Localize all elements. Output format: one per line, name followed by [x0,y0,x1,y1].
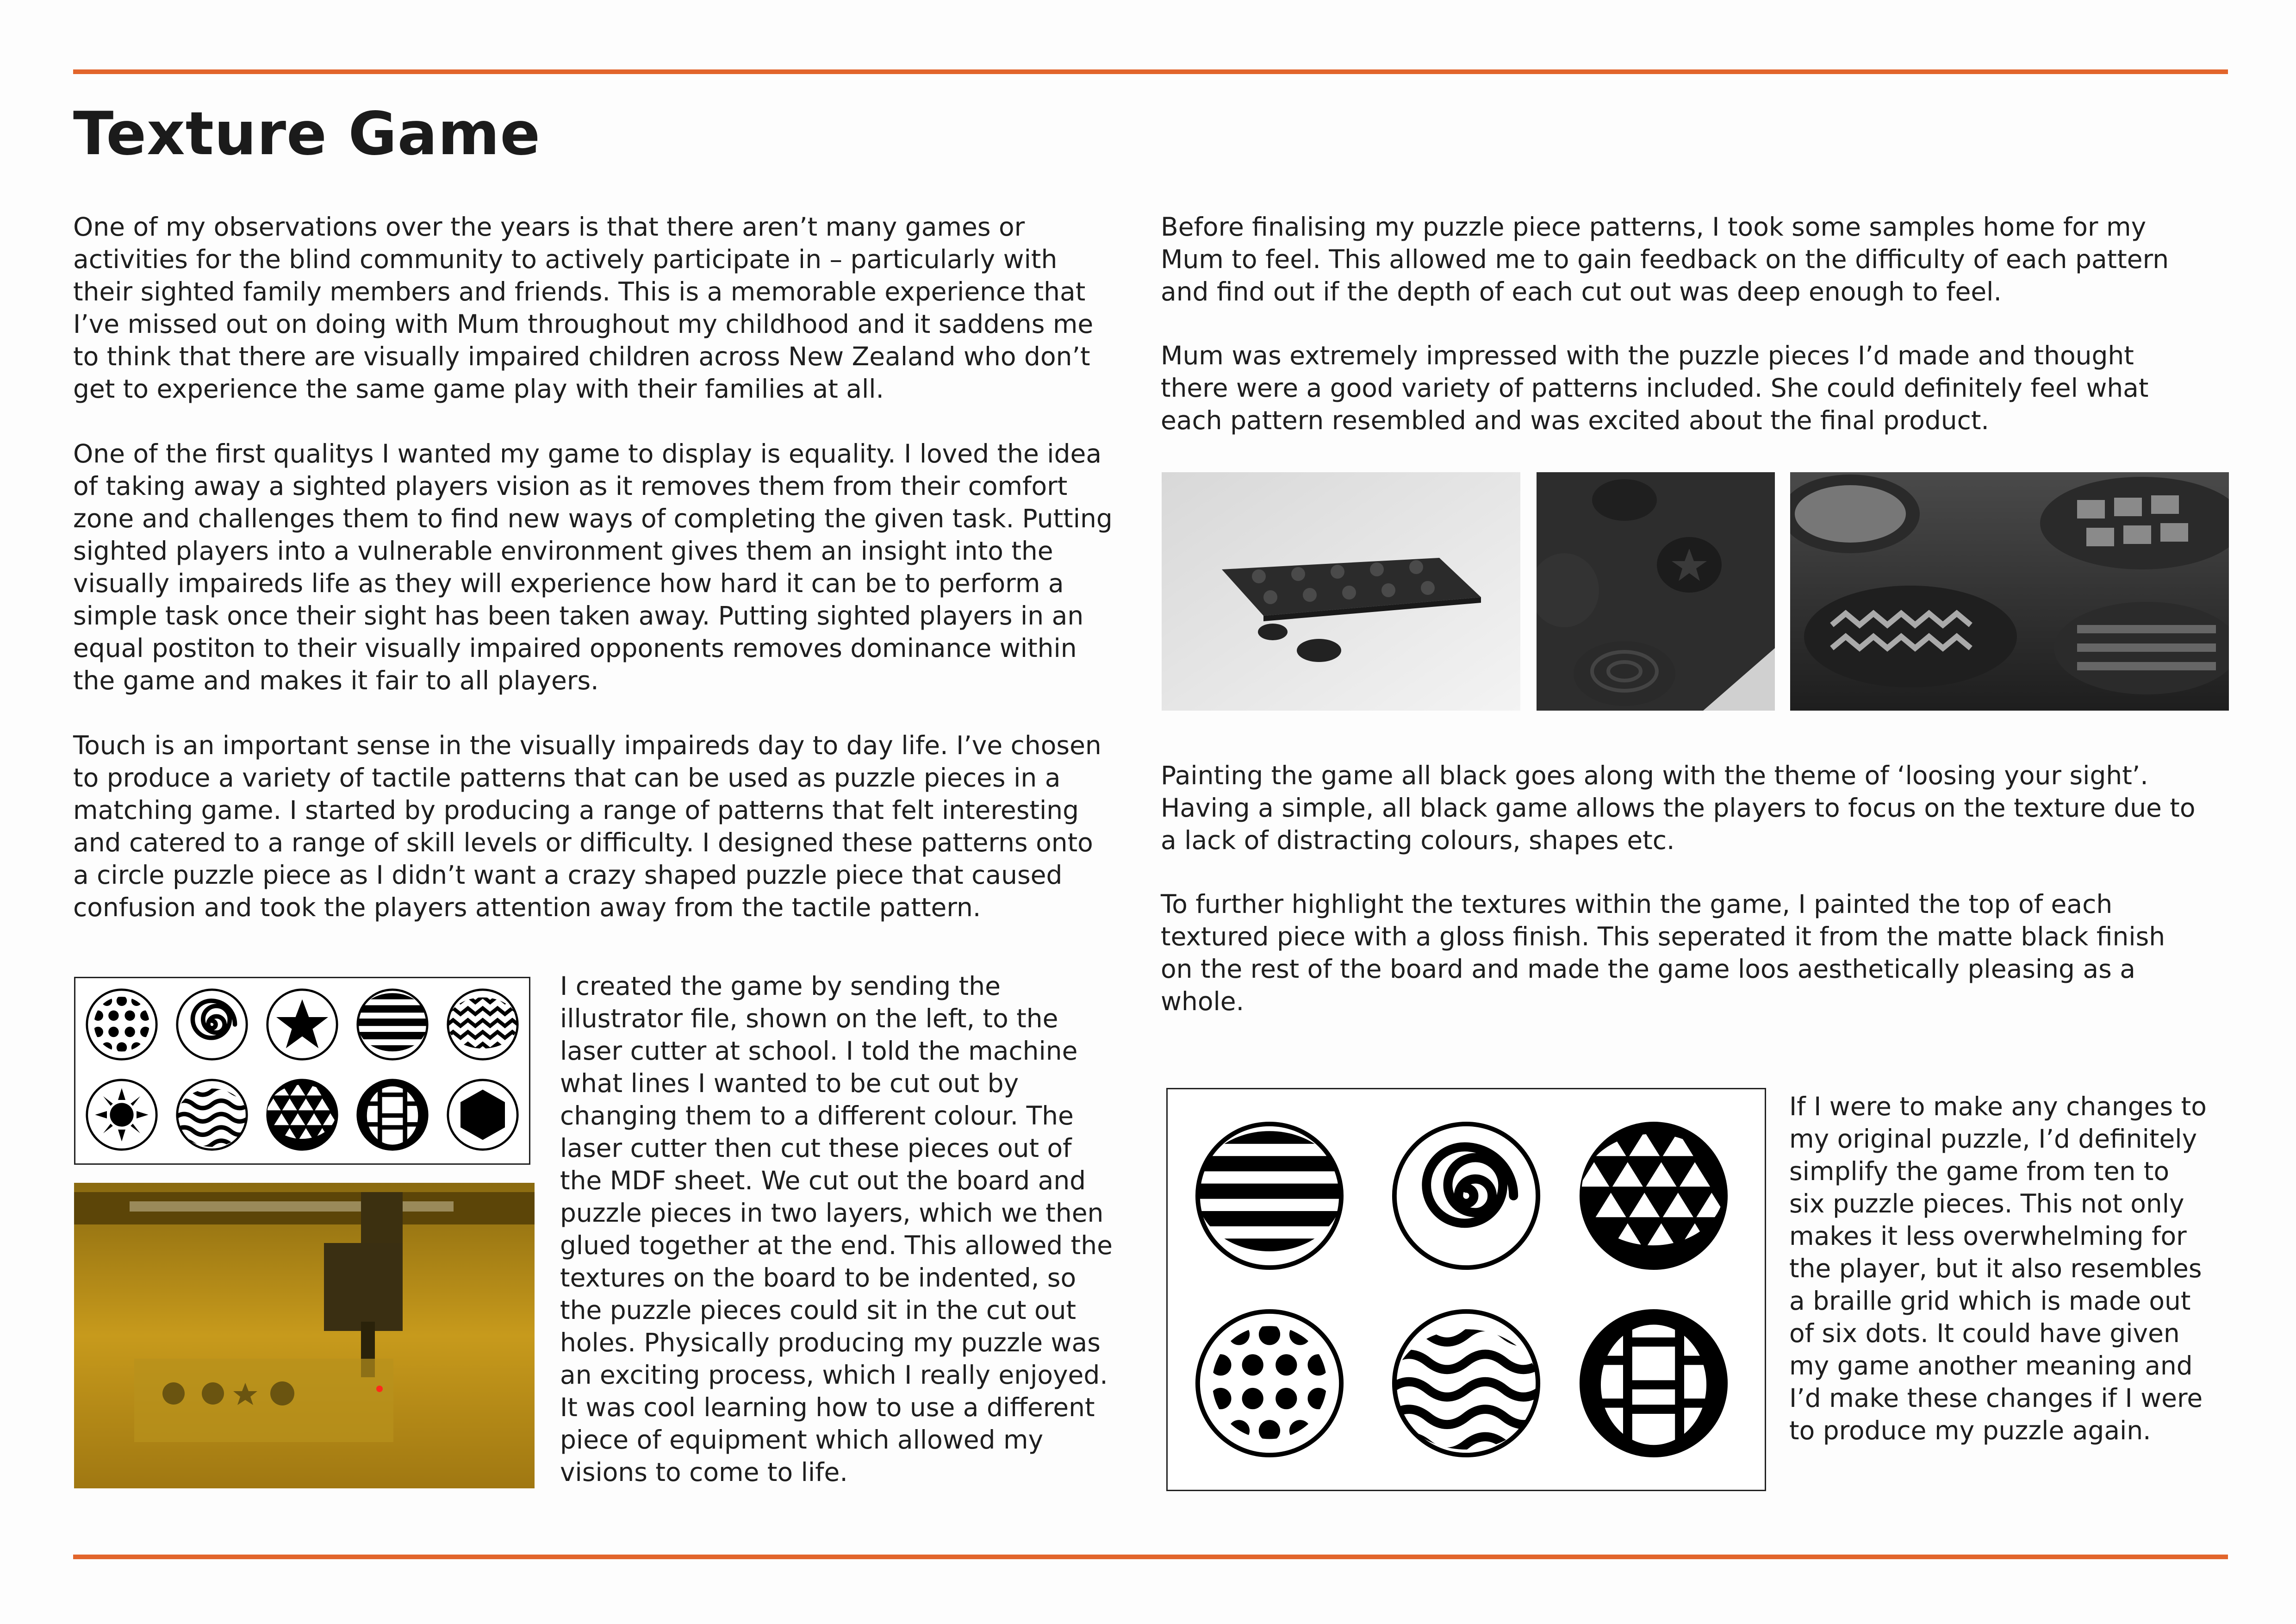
right-paragraph-1: Before finalising my puzzle piece patterns, I took some samples home for my Mum to feel. This allowed me to gain feedback on the difficulty of each pattern and find out if the depth of each cut out was deep enough to feel. [1161,212,2169,306]
pieces-closeup-photo [1537,472,1775,711]
page-title: Texture Game [73,100,541,169]
spiral-pattern-icon [175,987,249,1062]
bottom-rule [73,1555,2228,1559]
bricks-pattern-icon [1577,1307,1730,1460]
simplified-pattern-grid [1166,1088,1766,1491]
gloss-texture-photo [1790,472,2229,711]
star-pattern-icon [265,987,339,1062]
hexagon-pattern-icon [446,1078,520,1152]
bricks-pattern-icon [355,1078,429,1152]
top-rule [73,69,2228,74]
left-paragraph-2: One of the first qualitys I wanted my game to display is equality. I loved the idea of taking away a sighted players vision as it removes them from their comfort zone and challenges them to find new ways of completing the given task. Putting sighted players into a vulnerable environment gives them an insight into the visually impaireds life as they will experience how hard it can be to perform a simple task once their sight has been taken away. Putting sighted players in an equal postiton to their visually impaired opponents removes dominance within the game and makes it fair to all players. [73,439,1113,695]
illustrator-pattern-grid [74,977,530,1165]
right-paragraph-3: Painting the game all black goes along with the theme of ‘loosing your sight’. Having a simple, all black game allows the players to focus on the texture due to a lack of distracting colours, shapes etc. [1161,761,2196,855]
left-paragraph-4: I created the game by sending the illustrator file, shown on the left, to the laser cutter at school. I told the machine what lines I wanted to be cut out by changing them to a different colour. The laser cutter then cut these pieces out of the MDF sheet. We cut out the board and puzzle pieces in two layers, which we then glued together at the end. This allowed the textures on the board to be indented, so the puzzle pieces could sit in the cut out holes. Physically producing my puzzle was an exciting process, which I really enjoyed. It was cool learning how to use a different piece of equipment which allowed my visions to come to life. [560,971,1113,1487]
right-paragraph-4: To further highlight the textures within the game, I painted the top of each textured piece with a gloss finish. This seperated it from the matte black finish on the rest of the board and made the game loos aesthetically pleasing as a whole. [1161,889,2165,1016]
waves-pattern-icon [175,1078,249,1152]
triangles-pattern-icon [1577,1119,1730,1272]
left-paragraph-3: Touch is an important sense in the visually impaireds day to day life. I’ve chosen to produce a variety of tactile patterns that can be used as puzzle pieces in a matching game. I started by producing a range of patterns that felt interesting and catered to a range of skill levels or difficulty. I designed these patterns onto a circle puzzle piece as I didn’t want a crazy shaped puzzle piece that caused confusion and took the players attention away from the tactile pattern. [73,731,1101,922]
dots-pattern-icon [1193,1307,1346,1460]
stripes-pattern-icon [355,987,429,1062]
triangles-pattern-icon [265,1078,339,1152]
board-photo [1162,472,1520,711]
waves-pattern-icon [1390,1307,1543,1460]
spiral-pattern-icon [1390,1119,1543,1272]
sun-pattern-icon [85,1078,159,1152]
right-paragraph-2: Mum was extremely impressed with the puzzle pieces I’d made and thought there were a good variety of patterns included. She could definitely feel what each pattern resembled and was excited about the final product. [1161,341,2149,435]
right-paragraph-5: If I were to make any changes to my original puzzle, I’d definitely simplify the game from ten to six puzzle pieces. This not only makes it less overwhelming for the player, but it also resembles a braille grid which is made out of six dots. It could have given my game another meaning and I’d make these changes if I were to produce my puzzle again. [1789,1092,2207,1445]
left-paragraph-1: One of my observations over the years is that there aren’t many games or activities for the blind community to actively participate in – particularly with their sighted family members and friends. This is a memorable experience that I’ve missed out on doing with Mum throughout my childhood and it saddens me to think that there are visually impaired children across New Zealand who don’t get to experience the same game play with their families at all. [73,212,1094,404]
stripes-pattern-icon [1193,1119,1346,1272]
dots-pattern-icon [85,987,159,1062]
laser-cutter-photo [74,1183,535,1488]
zigzag-pattern-icon [446,987,520,1062]
